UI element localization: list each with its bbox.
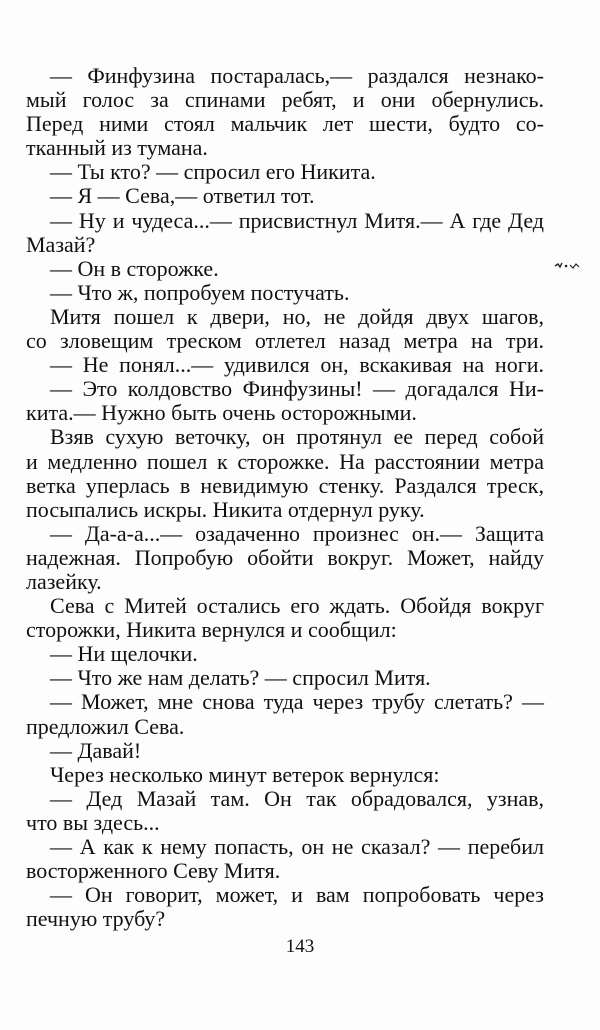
text-line: Митя пошел к двери, но, не дойдя двух шагов,	[50, 303, 544, 329]
text-line: — Ни щелочки.	[50, 641, 198, 667]
text-line: — Ну и чудеса...— присвистнул Митя.— А где Дед	[50, 207, 544, 233]
text-line: мый голос за спинами ребят, и они обернулись.	[26, 87, 544, 113]
text-line: кита.— Нужно быть очень осторожными.	[26, 400, 417, 426]
text-line: — Финфузина постаралась,— раздался незнако-	[50, 63, 544, 88]
text-line: печную трубу?	[26, 906, 166, 932]
page-number: 143	[285, 936, 315, 957]
text-line: Перед ними стоял мальчик лет шести, будто со-	[26, 111, 544, 137]
text-line: предложил Сева.	[26, 713, 185, 739]
text-line: посыпались искры. Никита отдернул руку.	[26, 496, 425, 522]
text-line: — Что ж, попробуем постучать.	[50, 279, 350, 305]
text-line: Мазай?	[26, 231, 96, 257]
text-line: — Он в сторожке.	[50, 255, 219, 281]
text-line: — Ты кто? — спросил его Никита.	[50, 159, 376, 185]
text-line: — Давай!	[50, 737, 142, 763]
text-line: что вы здесь...	[26, 809, 160, 835]
text-line: Через несколько минут ветерок вернулся:	[50, 761, 440, 787]
text-line: сторожки, Никита вернулся и сообщил:	[26, 617, 397, 643]
text-line: — Это колдовство Финфузины! — догадался Ни-	[50, 376, 544, 402]
text-line: лазейку.	[26, 568, 102, 594]
text-line: и медленно пошел к сторожке. На расстоянии метра	[26, 448, 544, 474]
text-line: со зловещим треском отлетел назад метра на три.	[26, 328, 544, 354]
text-line: — Что же нам делать? — спросил Митя.	[50, 665, 431, 691]
text-line: Взяв сухую веточку, он протянул ее перед собой	[50, 424, 544, 450]
text-line: ветка уперлась в невидимую стенку. Раздался треск,	[26, 472, 544, 498]
text-line: Сева с Митей остались его ждать. Обойдя вокруг	[50, 593, 544, 619]
text-line: — А как к нему попасть, он не сказал? — перебил	[50, 834, 544, 859]
text-line: надежная. Попробую обойти вокруг. Может, найду	[26, 544, 544, 570]
text-line: восторженного Севу Митя.	[26, 858, 281, 884]
page-text	[26, 64, 544, 931]
margin-smudge-icon	[553, 258, 581, 272]
text-line: — Не понял...— удивился он, вскакивая на ноги.	[50, 352, 544, 378]
text-line: — Может, мне снова туда через трубу слетать? —	[50, 689, 544, 715]
text-line: — Он говорит, может, и вам попробовать через	[50, 882, 544, 908]
text-line: — Дед Мазай там. Он так обрадовался, узнав,	[50, 785, 544, 811]
text-line: тканный из тумана.	[26, 135, 208, 161]
text-line: — Да-а-а...— озадаченно произнес он.— Защита	[50, 520, 544, 546]
text-line: — Я — Сева,— ответил тот.	[50, 183, 315, 209]
